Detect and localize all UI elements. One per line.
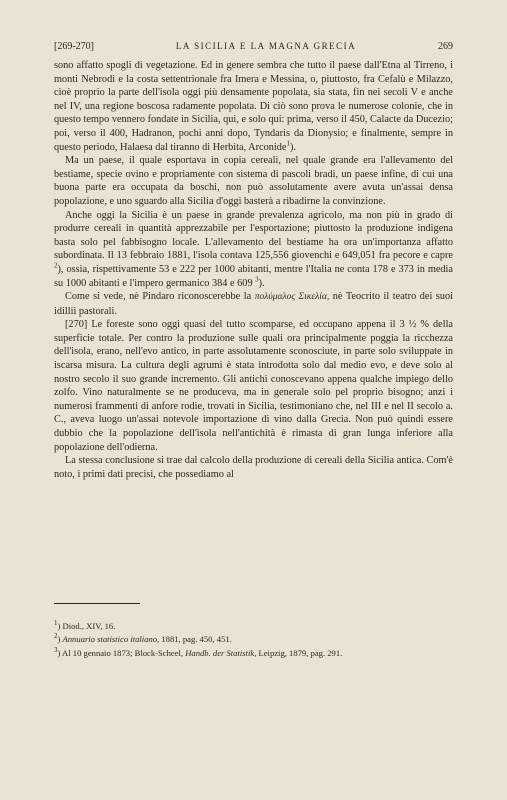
footnote-2: $^2$) Annuario statistico italiano, 1881, pag. 450, 451. [54,632,232,645]
running-header [54,41,453,52]
paragraph-1: sono affatto spogli di vegetazione. Ed in genere sembra che tutto il paese dall'Etna al Tirreno, i monti Nebrodi e la costa settentrionale fra Imera e Messina, o, piuttosto, fra Cefalù e Milazzo, cioè proprio la parte dell'isola oggi più densamente popolata, sia stata, fin nei secoli V e anche nel IV, una regione boscosa radamente popolata. Di ciò sono prova le numerose colonie, che in questo tempo vennero fondate in Sicilia, qui, e solo qui: prima, verso il 450, Calacte da Ducezio; poi, verso il 400, Hadranon, pochi anni dopo, Tyndaris da Dionysio; e finalmente, sempre in questo periodo, Halaesa dal tiranno di Herbita, Arconide$^1$). [54,60,453,153]
greek-phrase: πολύμαλος Σικελία, [254,292,330,303]
footnote-1: $^1$) Diod., XIV, 16. [54,619,116,631]
page-range: [269-270] [54,41,94,52]
paragraph-6: La stessa conclusione si trae dal calcolo della produzione di cereali della Sicilia antica. Com'è noto, i primi dati precisi, che possediamo al [54,455,453,480]
page-number: 269 [437,41,453,52]
paragraph-3: Anche oggi la Sicilia è un paese in grande prevalenza agricolo, ma non più in grado di produrre cereali in quantità apprezzabile per l'esportazione; piuttosto la produzione indigena basta solo pel fabbisogno locale. L'allevamento del bestiame ha ora un'importanza affatto subordinata. Il 13 febbraio 1881, l'isola contava 125,556 giovenchi e 649,051 fra pecore e capre $^2$), ossia, rispettivamente 53 e 222 per 1000 abitanti, mentre l'Italia ne conta 178 e 373 in media su 1000 abitanti e l'impero germanico 384 e 609 $^3$). [54,209,453,289]
body-text [54,59,453,481]
paragraph-5: [270] Le foreste sono oggi quasi del tutto scomparse, ed occupano appena il 3 ½ % della superficie totale. Per contro la produzione sulle quali ora principalmente poggia la ricchezza dell'isola, erano, nell'evo antico, in parte assolutamente sconosciute, in parte solo sviluppate in iscarsa misura. La cultura degli agrumi è stata introdotta solo dal medio evo, e deve solo al nostro secolo il suo grande incremento. Gli antichi conoscevano appena qualche impiego dello zolfo. Vino naturalmente se ne produceva, ma in generale solo pel proprio bisogno; anzi i numerosi frammenti di anfore rodie, trovati in Sicilia, testimoniano che, nel III e nel II secolo a. C., aveva luogo un'assai notevole importazione di vino dalla Grecia. Non può quindi essere dubbio che la popolazione dell'isola nell'antichità è rimasta di gran lunga inferiore alla popolazione dell'odierna. [54,319,454,453]
paragraph-2: Ma un paese, il quale esportava in copia cereali, nel quale grande era l'allevamento del bestiame, specie ovino e propriamente con sistema di pascoli bradi, un paese infine, di cui una buona parte era occupata da boschi, non può assolutamente avere avuta un'assai densa popolazione, e uno sguardo alla Sicilia d'oggi basterà a ribadirne la convinzione. [54,155,453,207]
footnote-ref-3[interactable]: 3 [255,275,259,284]
footnote-3: $^3$) Al 10 gennaio 1873; Block-Scheel, Handb. der Statistik, Leipzig, 1879, pag. 291. [54,645,343,658]
footnote-ref-1[interactable]: 1 [286,139,290,148]
footnotes [54,620,454,660]
page-marker: [270] [65,319,88,331]
running-title: LA SICILIA E LA MAGNA GRECIA [175,41,357,51]
footnote-ref-2[interactable]: 2 [54,261,58,270]
paragraph-4: Come si vede, nè Pindaro riconoscerebbe la πολύμαλος Σικελία, nè Teocrito il teatro dei suoi idillii pastorali. [54,291,454,317]
footnote-divider [54,603,140,604]
